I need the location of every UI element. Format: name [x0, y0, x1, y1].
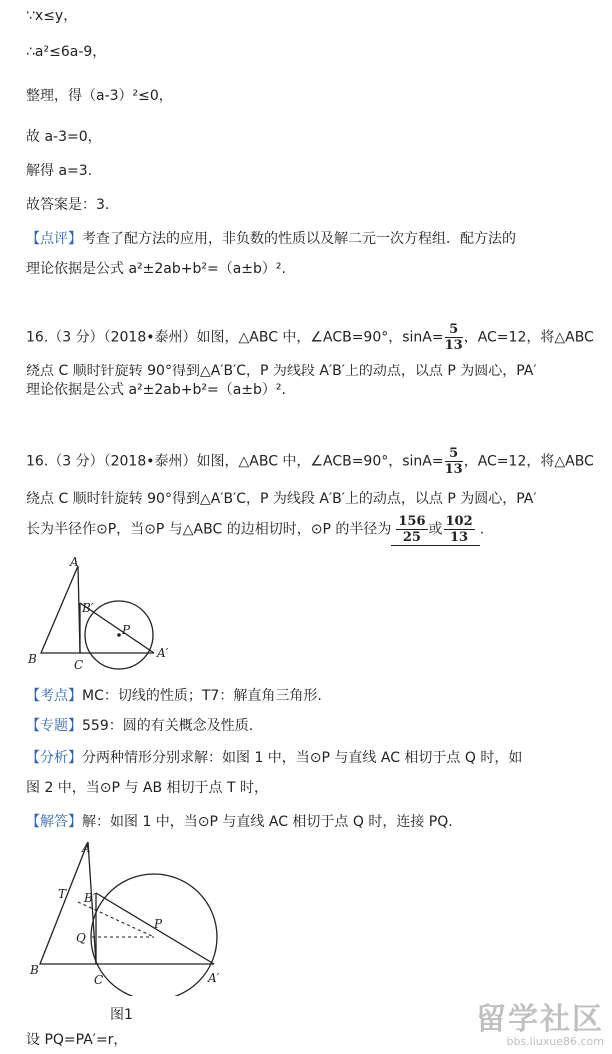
comment-text-1: 考查了配方法的应用，非负数的性质以及解二元一次方程组．配方法的 — [82, 231, 516, 247]
comment-tag: 【点评】 — [26, 231, 82, 247]
label-a-prime: A′ — [208, 971, 220, 985]
segment-pt — [78, 902, 154, 937]
answer-1-denominator: 25 — [402, 530, 421, 545]
figure-1 — [24, 556, 184, 674]
sin-denominator: 13 — [444, 462, 463, 477]
label-b: B — [28, 652, 37, 666]
jieda-line — [26, 812, 453, 832]
proof-line-5: 解得 a=3. — [26, 163, 93, 179]
zhuanti-tag: 【专题】 — [26, 718, 82, 734]
label-b-prime: B′ — [82, 601, 94, 615]
answer-or: 或 — [428, 521, 443, 538]
repeated-comment-line: 理论依据是公式 a²±2ab+b²=（a±b）². — [26, 382, 286, 398]
label-p: P — [122, 623, 131, 637]
triangle-abc — [41, 566, 80, 653]
problem-suffix: ，AC=12，将△ABC — [463, 453, 594, 470]
answer-2-numerator: 102 — [445, 514, 473, 529]
answer-fraction-2 — [444, 514, 475, 545]
fenxi-tag: 【分析】 — [26, 750, 82, 766]
jieda-tag: 【解答】 — [26, 814, 82, 830]
problem-line-1 — [26, 446, 594, 477]
sin-denominator: 13 — [444, 338, 463, 353]
label-b: B — [30, 963, 39, 977]
zhuanti-text: 559：圆的有关概念及性质. — [82, 718, 254, 734]
label-b-prime: B′ — [84, 891, 96, 905]
label-c: C — [74, 658, 84, 672]
watermark — [476, 1004, 604, 1048]
fenxi-line-2: 图 2 中，当⊙P 与 AB 相切于点 T 时， — [26, 780, 268, 796]
proof-line-2: ∴a²≤6a-9， — [26, 44, 107, 60]
label-q: Q — [76, 931, 86, 945]
clipped-text: 绕点 C 顺时针旋转 90°得到△A′B′C，P 为线段 A′B′上的动点，以点 P 为圆心，PA′ — [26, 364, 537, 378]
last-line: 设 PQ=PA′=r， — [26, 1032, 128, 1048]
problem-line-1-first — [26, 322, 594, 353]
label-c: C — [94, 973, 104, 987]
point-p — [117, 633, 121, 637]
answer-fraction-1 — [396, 514, 427, 545]
sin-fraction — [445, 446, 463, 477]
figure-2-caption: 图1 — [110, 1007, 133, 1023]
clipped-overlap-strip — [0, 364, 612, 378]
comment-line-1 — [26, 229, 516, 249]
sin-fraction — [445, 322, 463, 353]
answer-1-numerator: 156 — [398, 514, 426, 529]
kaodian-line — [26, 686, 322, 706]
problem-line-2: 绕点 C 顺时针旋转 90°得到△A′B′C，P 为线段 A′B′上的动点，以点 P 为圆心，PA′ — [26, 491, 537, 507]
watermark-logo-text: 留学社区 — [476, 1002, 604, 1037]
problem-line-3 — [26, 514, 484, 546]
label-t: T — [58, 887, 67, 901]
figure-2 — [24, 836, 236, 996]
problem-line-3-prefix: 长为半径作⊙P，当⊙P 与△ABC 的边相切时，⊙P 的半径为 — [26, 521, 392, 538]
comment-line-2: 理论依据是公式 a²±2ab+b²=（a±b）². — [26, 261, 286, 277]
label-a: A — [82, 841, 91, 855]
jieda-text: 解：如图 1 中，当⊙P 与直线 AC 相切于点 Q 时，连接 PQ. — [82, 814, 453, 830]
problem-suffix: ，AC=12，将△ABC — [463, 329, 594, 346]
problem-prefix: 16.（3 分）（2018•泰州）如图，△ABC 中，∠ACB=90°，sinA= — [26, 329, 444, 346]
kaodian-text: MC：切线的性质；T7：解直角三角形. — [82, 688, 322, 704]
proof-line-3: 整理，得（a-3）²≤0， — [26, 88, 173, 104]
answer-blank — [391, 514, 479, 546]
sin-numerator: 5 — [445, 446, 463, 462]
label-a: A — [70, 556, 79, 569]
fenxi-line-1 — [26, 748, 522, 768]
proof-line-4: 故 a-3=0， — [26, 129, 102, 145]
proof-line-6: 故答案是：3. — [26, 197, 110, 213]
label-a-prime: A′ — [157, 646, 169, 660]
circle-p — [91, 874, 217, 996]
problem-prefix: 16.（3 分）（2018•泰州）如图，△ABC 中，∠ACB=90°，sinA= — [26, 453, 444, 470]
kaodian-tag: 【考点】 — [26, 688, 82, 704]
sin-numerator: 5 — [445, 322, 463, 338]
watermark-url: bbs.liuxue86.com — [506, 1035, 604, 1048]
answer-2-denominator: 13 — [450, 530, 469, 545]
label-p: P — [154, 917, 163, 931]
problem-line-3-end: . — [479, 521, 485, 538]
fenxi-text-1: 分两种情形分别求解：如图 1 中，当⊙P 与直线 AC 相切于点 Q 时，如 — [82, 750, 523, 766]
zhuanti-line — [26, 716, 253, 736]
proof-line-1: ∵x≤y， — [26, 8, 78, 24]
